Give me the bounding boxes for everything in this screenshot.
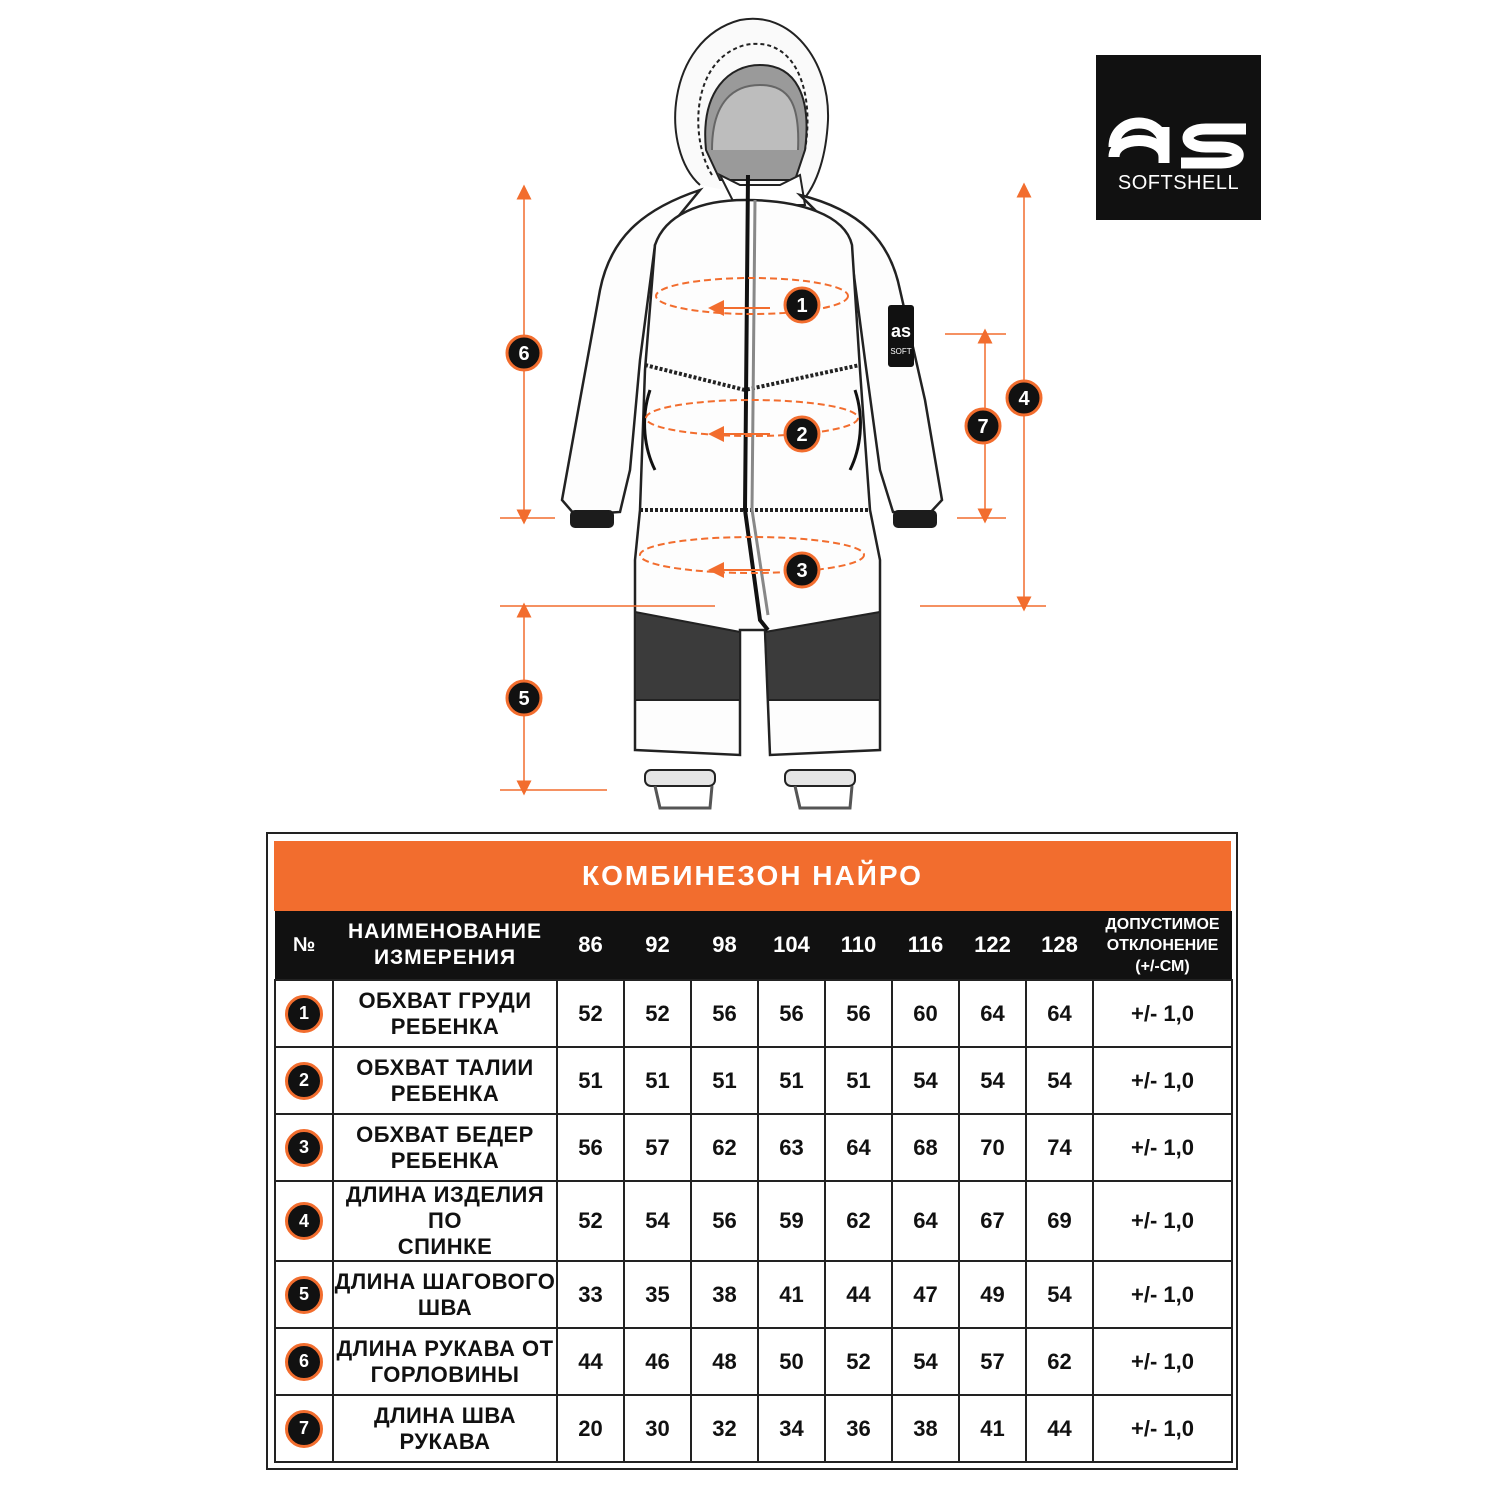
size-value-cell: 44	[825, 1261, 892, 1328]
size-value-cell: 56	[557, 1114, 624, 1181]
table-row	[275, 1395, 1232, 1462]
size-value-cell: 51	[557, 1047, 624, 1114]
row-number-badge: 5	[285, 1276, 323, 1314]
measurement-name	[333, 1261, 557, 1328]
size-value-cell: 54	[1026, 1047, 1093, 1114]
size-value-cell: 50	[758, 1328, 825, 1395]
table-row	[275, 1261, 1232, 1328]
tolerance-cell: +/- 1,0	[1093, 1395, 1232, 1462]
measurement-name	[333, 1047, 557, 1114]
svg-text:2: 2	[796, 424, 808, 446]
size-value-cell: 52	[557, 980, 624, 1047]
measurement-name-line2: РЕБЕНКА	[390, 1013, 500, 1039]
marker-2	[785, 417, 819, 451]
size-value-cell: 67	[959, 1181, 1026, 1261]
size-value-cell: 54	[624, 1181, 691, 1261]
row-number-cell	[275, 1047, 333, 1114]
header-size: 104	[758, 911, 825, 980]
table-row	[275, 1047, 1232, 1114]
header-name-line2: ИЗМЕРЕНИЯ	[373, 946, 517, 969]
tolerance-cell: +/- 1,0	[1093, 1261, 1232, 1328]
size-value-cell: 48	[691, 1328, 758, 1395]
measurement-name-line2: ГОРЛОВИНЫ	[370, 1361, 520, 1387]
measurement-name	[333, 1328, 557, 1395]
header-size: 86	[557, 911, 624, 980]
header-size: 92	[624, 911, 691, 980]
measurement-name-line2: ШВА	[417, 1294, 473, 1320]
size-chart-title: КОМБИНЕЗОН НАЙРО	[274, 841, 1231, 911]
measurement-name	[333, 1395, 557, 1462]
size-value-cell: 56	[758, 980, 825, 1047]
size-value-cell: 54	[892, 1328, 959, 1395]
header-name-line1: НАИМЕНОВАНИЕ	[348, 920, 542, 943]
size-value-cell: 49	[959, 1261, 1026, 1328]
size-value-cell: 59	[758, 1181, 825, 1261]
row-number-cell	[275, 1395, 333, 1462]
size-value-cell: 51	[691, 1047, 758, 1114]
table-row	[275, 1181, 1232, 1261]
size-value-cell: 52	[624, 980, 691, 1047]
size-value-cell: 36	[825, 1395, 892, 1462]
size-value-cell: 32	[691, 1395, 758, 1462]
size-value-cell: 46	[624, 1328, 691, 1395]
tolerance-cell: +/- 1,0	[1093, 1047, 1232, 1114]
size-value-cell: 52	[557, 1181, 624, 1261]
sleeve-patch-mark: as	[890, 321, 912, 341]
size-value-cell: 57	[959, 1328, 1026, 1395]
size-value-cell: 64	[1026, 980, 1093, 1047]
size-value-cell: 54	[1026, 1261, 1093, 1328]
marker-1	[785, 288, 819, 322]
size-value-cell: 41	[758, 1261, 825, 1328]
tolerance-cell: +/- 1,0	[1093, 980, 1232, 1047]
size-value-cell: 56	[825, 980, 892, 1047]
measurement-name-line2: РЕБЕНКА	[390, 1147, 500, 1173]
svg-text:6: 6	[518, 343, 530, 365]
svg-text:4: 4	[1018, 388, 1030, 410]
marker-4	[1007, 381, 1041, 415]
size-value-cell: 30	[624, 1395, 691, 1462]
row-number-cell	[275, 980, 333, 1047]
size-value-cell: 51	[624, 1047, 691, 1114]
tolerance-cell: +/- 1,0	[1093, 1114, 1232, 1181]
size-value-cell: 60	[892, 980, 959, 1047]
size-value-cell: 63	[758, 1114, 825, 1181]
size-value-cell: 56	[691, 980, 758, 1047]
header-size: 110	[825, 911, 892, 980]
measurement-name-line2: РЕБЕНКА	[390, 1080, 500, 1106]
tolerance-cell: +/- 1,0	[1093, 1328, 1232, 1395]
size-value-cell: 38	[892, 1395, 959, 1462]
brand-logo-text: SOFTSHELL	[1117, 172, 1240, 194]
size-value-cell: 47	[892, 1261, 959, 1328]
header-tolerance-line2: ОТКЛОНЕНИЕ	[1106, 936, 1219, 954]
size-value-cell: 68	[892, 1114, 959, 1181]
size-chart-table	[274, 911, 1233, 1463]
measurement-name-line1: ДЛИНА ШВА РУКАВА	[373, 1402, 517, 1454]
right-cuff	[893, 510, 937, 528]
size-value-cell: 34	[758, 1395, 825, 1462]
size-value-cell: 38	[691, 1261, 758, 1328]
hood	[675, 19, 828, 205]
header-tolerance-line3: (+/-СМ)	[1135, 957, 1190, 975]
size-value-cell: 62	[691, 1114, 758, 1181]
size-value-cell: 54	[959, 1047, 1026, 1114]
row-number-badge: 6	[285, 1343, 323, 1381]
size-value-cell: 52	[825, 1328, 892, 1395]
brand-logo	[1096, 55, 1261, 220]
header-size: 116	[892, 911, 959, 980]
size-value-cell: 70	[959, 1114, 1026, 1181]
size-value-cell: 51	[825, 1047, 892, 1114]
header-tolerance-line1: ДОПУСТИМОЕ	[1105, 915, 1220, 933]
size-value-cell: 74	[1026, 1114, 1093, 1181]
size-value-cell: 57	[624, 1114, 691, 1181]
size-value-cell: 69	[1026, 1181, 1093, 1261]
tolerance-cell: +/- 1,0	[1093, 1181, 1232, 1261]
row-number-cell	[275, 1328, 333, 1395]
svg-text:1: 1	[796, 295, 808, 317]
header-tolerance	[1093, 911, 1232, 980]
measurement-name	[333, 980, 557, 1047]
marker-7	[966, 409, 1000, 443]
measurement-name-line1: ОБХВАТ БЕДЕР	[356, 1121, 534, 1147]
marker-3	[785, 553, 819, 587]
size-value-cell: 44	[1026, 1395, 1093, 1462]
size-value-cell: 62	[1026, 1328, 1093, 1395]
measurement-name-line1: ОБХВАТ ГРУДИ	[358, 987, 532, 1013]
marker-6	[507, 336, 541, 370]
row-number-cell	[275, 1181, 333, 1261]
size-value-cell: 44	[557, 1328, 624, 1395]
header-row	[275, 911, 1232, 980]
measurement-name-line1: ДЛИНА ИЗДЕЛИЯ ПО	[345, 1182, 545, 1233]
header-measurement-name	[333, 911, 557, 980]
measurement-name	[333, 1114, 557, 1181]
measurement-name-line1: ДЛИНА ШАГОВОГО	[334, 1268, 556, 1294]
measurement-name-line1: ОБХВАТ ТАЛИИ	[356, 1054, 534, 1080]
row-number-badge: 2	[285, 1062, 323, 1100]
size-value-cell: 64	[825, 1114, 892, 1181]
size-value-cell: 56	[691, 1181, 758, 1261]
row-number-badge: 3	[285, 1129, 323, 1167]
size-value-cell: 54	[892, 1047, 959, 1114]
row-number-badge: 1	[285, 995, 323, 1033]
row-number-badge: 4	[285, 1202, 323, 1240]
row-number-cell	[275, 1114, 333, 1181]
size-value-cell: 51	[758, 1047, 825, 1114]
sleeve-patch-text: SOFT	[890, 347, 912, 356]
header-size: 128	[1026, 911, 1093, 980]
header-number: №	[275, 911, 333, 980]
table-row	[275, 980, 1232, 1047]
size-value-cell: 20	[557, 1395, 624, 1462]
size-value-cell: 64	[959, 980, 1026, 1047]
row-number-badge: 7	[285, 1410, 323, 1448]
measurement-name	[333, 1181, 557, 1261]
svg-text:3: 3	[796, 560, 808, 582]
size-value-cell: 64	[892, 1181, 959, 1261]
size-value-cell: 35	[624, 1261, 691, 1328]
brand-logo-mark	[1096, 55, 1261, 220]
table-row	[275, 1114, 1232, 1181]
marker-5	[507, 681, 541, 715]
size-value-cell: 62	[825, 1181, 892, 1261]
table-row	[275, 1328, 1232, 1395]
measurement-name-line2: СПИНКЕ	[397, 1234, 493, 1259]
svg-text:7: 7	[977, 416, 989, 438]
svg-text:5: 5	[518, 688, 530, 710]
size-value-cell: 41	[959, 1395, 1026, 1462]
left-cuff	[570, 510, 614, 528]
header-size: 98	[691, 911, 758, 980]
header-size: 122	[959, 911, 1026, 980]
row-number-cell	[275, 1261, 333, 1328]
measurement-name-line1: ДЛИНА РУКАВА ОТ	[336, 1335, 554, 1361]
size-value-cell: 33	[557, 1261, 624, 1328]
